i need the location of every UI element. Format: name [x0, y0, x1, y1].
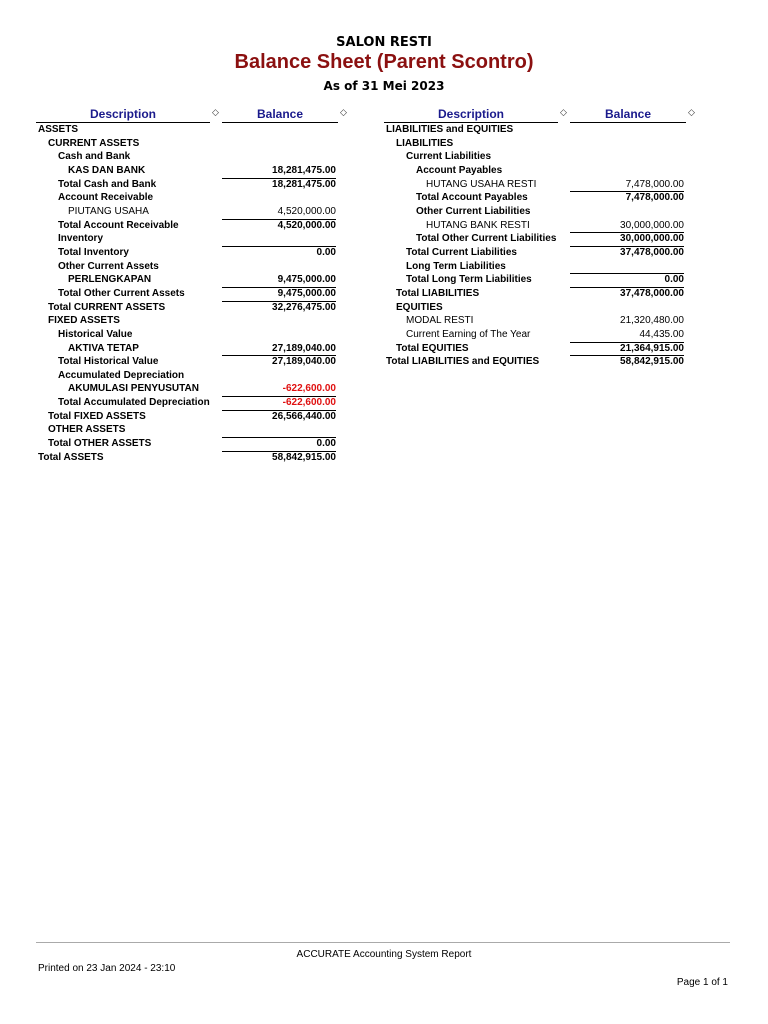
- row-amount: 30,000,000.00: [620, 219, 684, 231]
- row-description: Total FIXED ASSETS: [48, 410, 146, 422]
- row-description: Total CURRENT ASSETS: [48, 301, 166, 313]
- statement-row: [36, 150, 340, 164]
- statement-row: [36, 328, 340, 342]
- footer-divider: [36, 942, 730, 943]
- statement-row: [36, 219, 340, 233]
- balance-header[interactable]: Balance: [256, 107, 304, 121]
- statement-row: [36, 287, 340, 301]
- row-description: Total LIABILITIES and EQUITIES: [386, 356, 540, 368]
- statement-row: [36, 191, 340, 205]
- statement-row: [36, 178, 340, 192]
- statement-row: [36, 246, 340, 260]
- company-name: SALON RESTI: [336, 35, 432, 50]
- statement-row: [384, 137, 696, 151]
- system-name: ACCURATE Accounting System Report: [296, 949, 472, 960]
- sort-icon[interactable]: ◇: [212, 108, 219, 118]
- row-description: Total Current Liabilities: [406, 246, 517, 258]
- statement-row: [36, 355, 340, 369]
- liabilities-column-header: [384, 106, 696, 122]
- statement-row: [36, 123, 340, 137]
- row-amount: 4,520,000.00: [277, 205, 336, 217]
- statement-row: [36, 382, 340, 396]
- statement-row: [384, 232, 696, 246]
- row-amount: 4,520,000.00: [222, 219, 336, 233]
- statement-row: [384, 314, 696, 328]
- sort-icon[interactable]: ◇: [688, 108, 695, 118]
- statement-row: [36, 423, 340, 437]
- statement-row: [36, 205, 340, 219]
- liabilities-column: [384, 106, 696, 368]
- assets-column-header: [36, 106, 347, 122]
- description-header[interactable]: Description: [437, 107, 504, 121]
- statement-row: [384, 246, 696, 260]
- row-description: Account Payables: [416, 164, 503, 176]
- row-amount: 21,320,480.00: [620, 315, 684, 327]
- statement-row: [384, 123, 696, 137]
- row-description: Total Other Current Assets: [58, 287, 185, 299]
- assets-rows: [36, 123, 340, 464]
- row-description: Total ASSETS: [38, 451, 104, 463]
- row-amount: 7,478,000.00: [570, 191, 684, 205]
- statement-row: [36, 396, 340, 410]
- row-amount: 30,000,000.00: [570, 232, 684, 246]
- row-amount: 37,478,000.00: [570, 287, 684, 301]
- row-description: AKTIVA TETAP: [68, 342, 139, 354]
- row-amount: -622,600.00: [282, 383, 336, 395]
- row-description: Total Long Term Liabilities: [406, 274, 532, 286]
- row-description: AKUMULASI PENYUSUTAN: [68, 383, 199, 395]
- row-description: HUTANG BANK RESTI: [426, 219, 530, 231]
- row-description: Total OTHER ASSETS: [48, 438, 152, 450]
- row-description: LIABILITIES: [396, 137, 454, 149]
- description-header[interactable]: Description: [89, 107, 156, 121]
- row-amount: 32,276,475.00: [222, 301, 336, 315]
- row-amount: 18,281,475.00: [222, 178, 336, 192]
- row-description: Current Earning of The Year: [406, 328, 531, 340]
- row-description: Other Current Liabilities: [416, 205, 531, 217]
- statement-row: [384, 301, 696, 315]
- row-description: OTHER ASSETS: [48, 424, 126, 436]
- row-amount: 58,842,915.00: [570, 355, 684, 369]
- row-description: Total EQUITIES: [396, 342, 469, 354]
- statement-row: [384, 164, 696, 178]
- sort-icon[interactable]: ◇: [560, 108, 567, 118]
- row-amount: -622,600.00: [222, 396, 336, 410]
- row-amount: 37,478,000.00: [570, 246, 684, 260]
- row-description: Current Liabilities: [406, 151, 492, 163]
- row-description: Account Receivable: [58, 192, 154, 204]
- statement-row: [384, 219, 696, 233]
- row-description: PIUTANG USAHA: [68, 205, 149, 217]
- row-amount: 9,475,000.00: [222, 287, 336, 301]
- row-description: MODAL RESTI: [406, 315, 474, 327]
- row-amount: 44,435.00: [639, 328, 684, 340]
- row-description: Accumulated Depreciation: [58, 369, 185, 381]
- row-description: Total LIABILITIES: [396, 287, 480, 299]
- statement-row: [36, 137, 340, 151]
- statement-row: [384, 191, 696, 205]
- statement-row: [384, 287, 696, 301]
- statement-row: [36, 437, 340, 451]
- statement-row: [36, 410, 340, 424]
- liabilities-rows: [384, 123, 696, 369]
- sort-icon[interactable]: ◇: [340, 108, 347, 118]
- row-description: Total Cash and Bank: [58, 178, 157, 190]
- row-description: Total Other Current Liabilities: [416, 233, 557, 245]
- row-description: Historical Value: [58, 328, 133, 340]
- statement-row: [36, 164, 340, 178]
- statement-row: [384, 273, 696, 287]
- statement-row: [36, 314, 340, 328]
- row-amount: 26,566,440.00: [222, 410, 336, 424]
- row-description: PERLENGKAPAN: [68, 274, 152, 286]
- row-description: Total Inventory: [58, 246, 129, 258]
- statement-row: [384, 260, 696, 274]
- statement-row: [384, 205, 696, 219]
- row-description: Total Accumulated Depreciation: [58, 397, 210, 409]
- row-amount: 9,475,000.00: [277, 274, 336, 286]
- statement-row: [36, 342, 340, 356]
- row-amount: 0.00: [222, 246, 336, 260]
- row-description: Long Term Liabilities: [406, 260, 506, 272]
- row-description: LIABILITIES and EQUITIES: [386, 124, 514, 135]
- row-amount: 18,281,475.00: [272, 164, 336, 176]
- row-amount: 0.00: [222, 437, 336, 451]
- statement-row: [384, 342, 696, 356]
- statement-row: [36, 451, 340, 465]
- assets-column: [36, 106, 347, 463]
- row-description: Inventory: [58, 233, 104, 245]
- page-number: Page 1 of 1: [676, 977, 728, 988]
- row-amount: 7,478,000.00: [625, 178, 684, 190]
- row-description: KAS DAN BANK: [68, 164, 146, 176]
- balance-header[interactable]: Balance: [604, 107, 652, 121]
- row-description: Cash and Bank: [58, 151, 131, 163]
- report-title: Balance Sheet (Parent Scontro): [234, 51, 534, 73]
- row-description: Other Current Assets: [58, 260, 159, 272]
- statement-row: [384, 178, 696, 192]
- row-description: CURRENT ASSETS: [48, 137, 140, 149]
- statement-row: [384, 355, 696, 369]
- row-amount: 27,189,040.00: [222, 355, 336, 369]
- row-description: HUTANG USAHA RESTI: [426, 178, 537, 190]
- row-description: Total Account Payables: [416, 192, 528, 204]
- row-description: Total Historical Value: [58, 356, 159, 368]
- row-description: ASSETS: [38, 124, 79, 135]
- statement-row: [36, 369, 340, 383]
- row-amount: 27,189,040.00: [272, 342, 336, 354]
- row-amount: 0.00: [570, 273, 684, 287]
- statement-row: [36, 301, 340, 315]
- printed-on: Printed on 23 Jan 2024 - 23:10: [38, 963, 176, 974]
- row-description: FIXED ASSETS: [48, 315, 120, 327]
- row-description: Total Account Receivable: [58, 219, 179, 231]
- statement-row: [36, 232, 340, 246]
- statement-row: [384, 150, 696, 164]
- row-amount: 58,842,915.00: [222, 451, 336, 465]
- statement-row: [36, 260, 340, 274]
- row-amount: 21,364,915.00: [570, 342, 684, 356]
- row-description: EQUITIES: [396, 301, 443, 313]
- report-date: As of 31 Mei 2023: [323, 79, 445, 93]
- statement-row: [36, 273, 340, 287]
- statement-row: [384, 328, 696, 342]
